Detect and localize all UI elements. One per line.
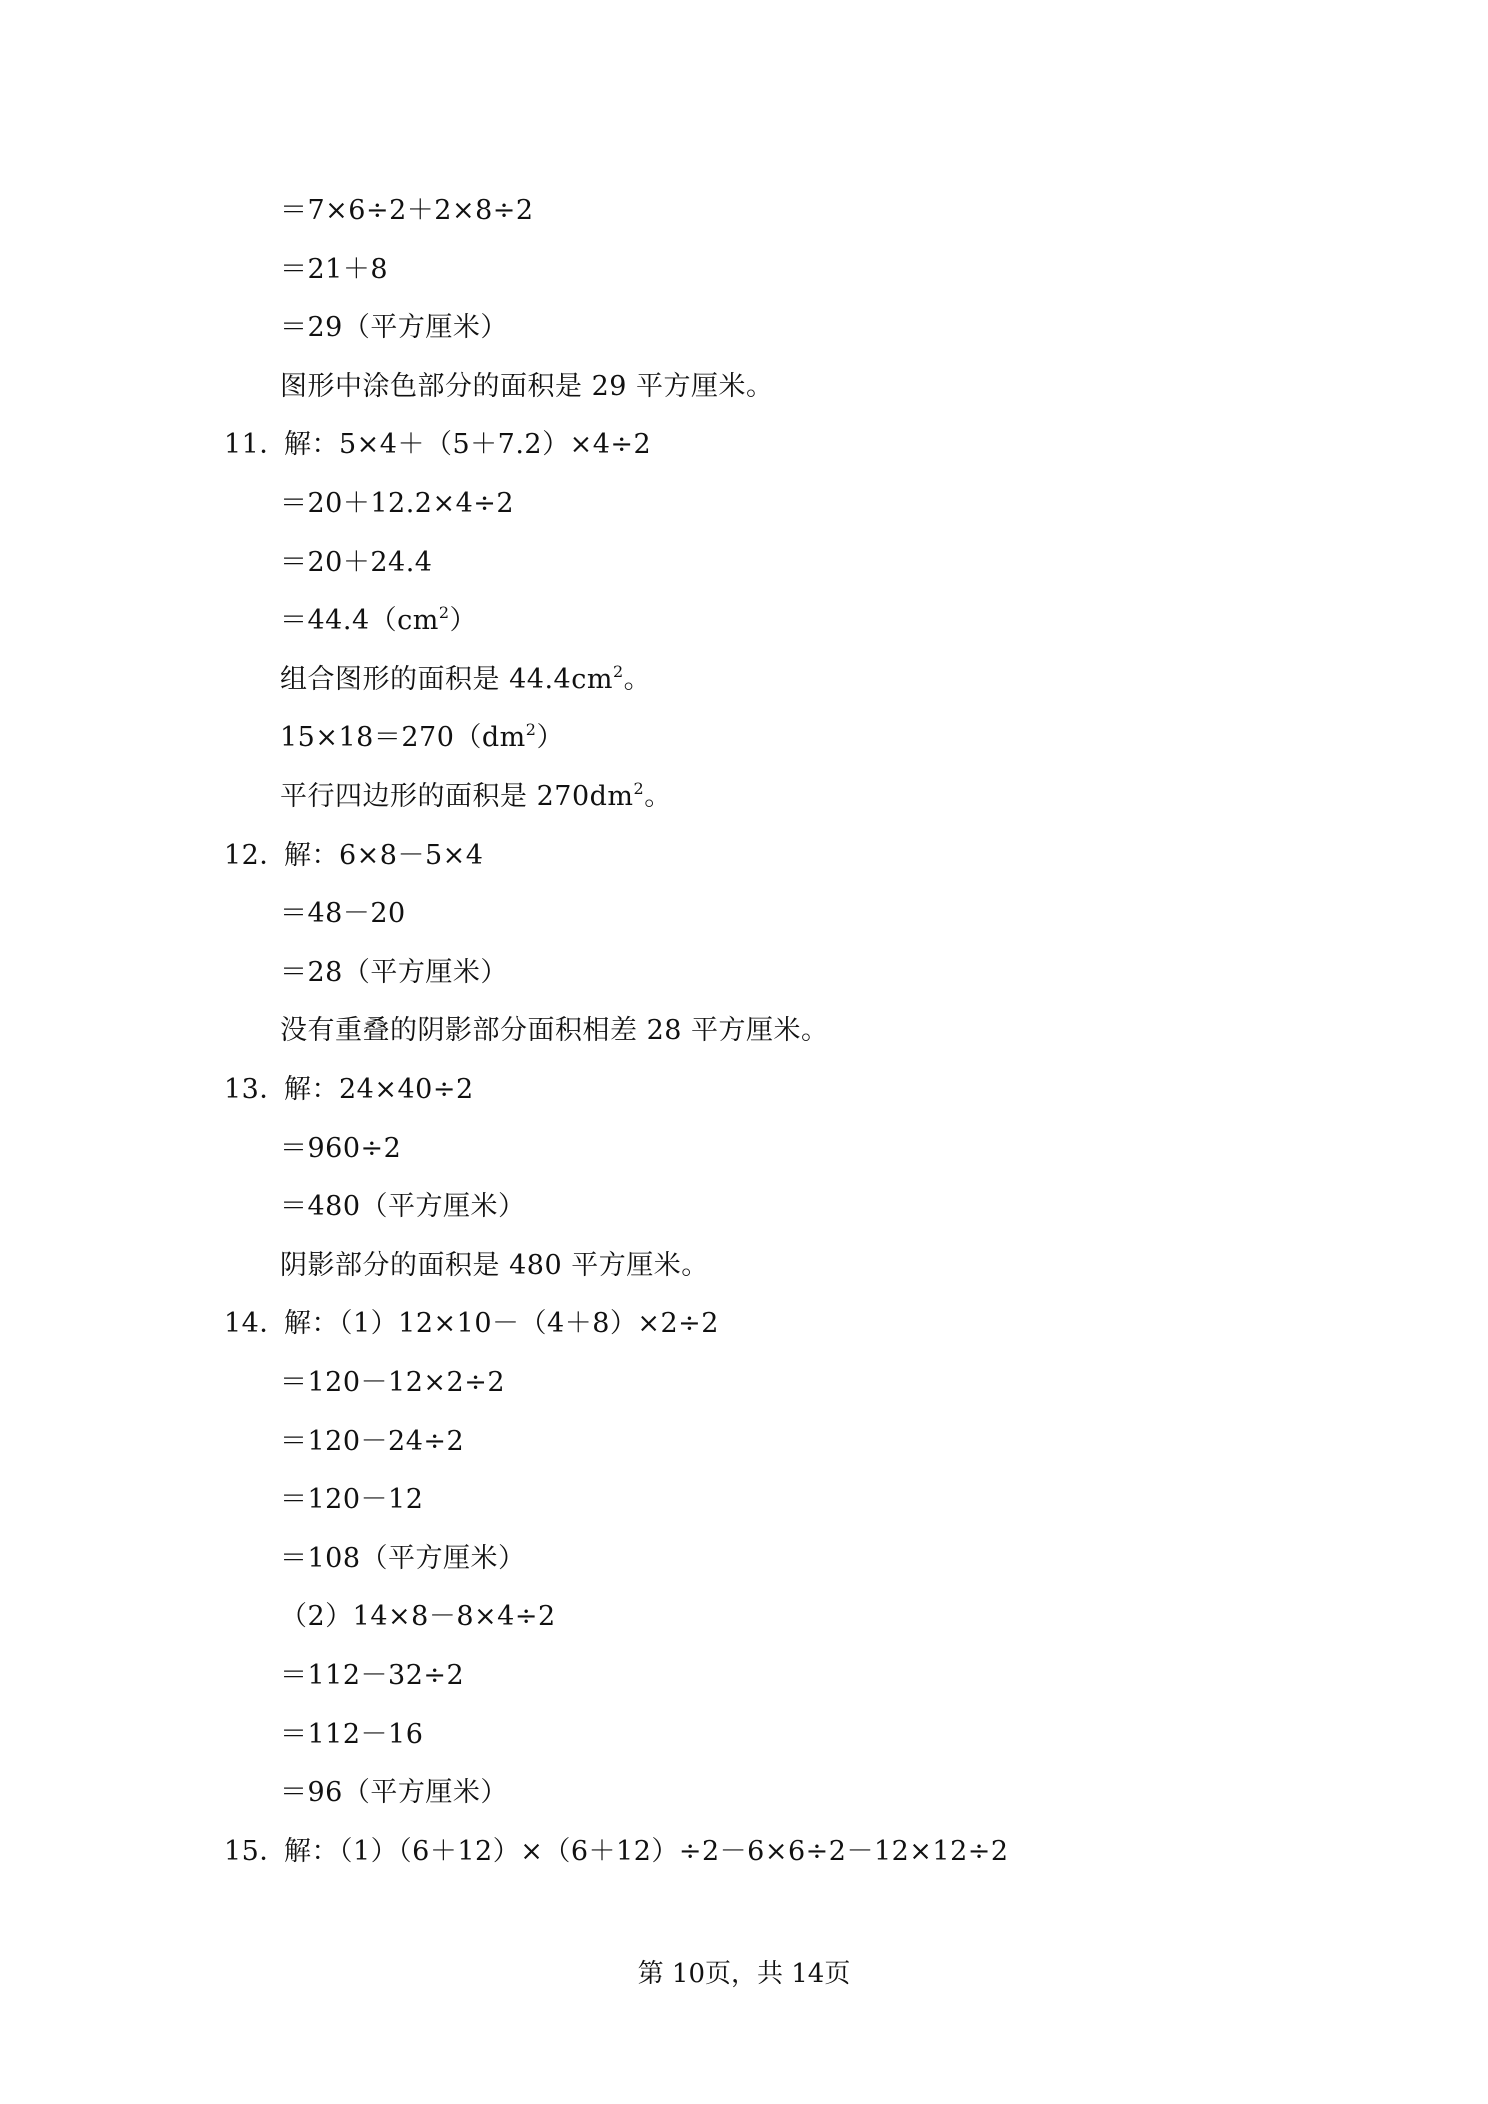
line-text: ＝28（平方厘米） [280, 957, 508, 988]
solution-line [280, 1190, 526, 1224]
problem-line [224, 839, 483, 873]
problem-line [224, 1073, 474, 1107]
solution-line [280, 1776, 508, 1810]
line-text: ＝20＋12.2×4÷2 [280, 488, 515, 519]
superscript: 2 [633, 779, 645, 798]
line-text: ＝120－24÷2 [280, 1426, 465, 1457]
line-suffix: ） [449, 605, 478, 636]
line-text: ＝112－32÷2 [280, 1660, 465, 1691]
superscript: 2 [612, 662, 624, 681]
line-text: 解：6×8－5×4 [284, 840, 484, 871]
solution-line [280, 1600, 556, 1634]
solution-line [280, 956, 508, 990]
problem-number: 15． [224, 1836, 287, 1867]
solution-line [280, 1249, 709, 1283]
line-text: ＝7×6÷2＋2×8÷2 [280, 195, 534, 226]
line-text: ＝44.4（cm [280, 605, 439, 636]
line-text: ＝20＋24.4 [280, 547, 433, 578]
problem-line [224, 428, 651, 462]
solution-line [280, 1659, 464, 1693]
problem-number: 14． [224, 1308, 287, 1339]
line-text: 没有重叠的阴影部分面积相差 28 平方厘米。 [280, 1015, 829, 1046]
line-text: 15×18＝270（dm [280, 722, 526, 753]
line-text: ＝21＋8 [280, 254, 389, 285]
line-text: 组合图形的面积是 44.4cm [280, 664, 613, 695]
line-text: ＝29（平方厘米） [280, 312, 508, 343]
line-text: ＝48－20 [280, 898, 406, 929]
solution-line [280, 487, 514, 521]
line-text: 平行四边形的面积是 270dm [280, 781, 634, 812]
solution-line [280, 1132, 401, 1166]
line-text: 解：5×4＋（5＋7.2）×4÷2 [284, 429, 652, 460]
page-footer: 第 10页，共 14页 [637, 1959, 851, 1989]
solution-line [280, 370, 774, 404]
solution-line [280, 721, 564, 755]
line-text: ＝120－12×2÷2 [280, 1367, 505, 1398]
solution-line [280, 1542, 526, 1576]
line-suffix: 。 [623, 664, 652, 695]
line-text: ＝120－12 [280, 1484, 424, 1515]
line-text: ＝480（平方厘米） [280, 1191, 526, 1222]
problem-line [224, 1835, 1009, 1869]
problem-number: 11． [224, 429, 287, 460]
line-text: 解：（1）12×10－（4＋8）×2÷2 [284, 1308, 719, 1339]
line-text: 解：（1）（6＋12）×（6＋12）÷2－6×6÷2－12×12÷2 [284, 1836, 1009, 1867]
solution-line [280, 897, 406, 931]
solution-line [280, 1425, 464, 1459]
solution-line [280, 604, 477, 638]
solution-line [280, 194, 534, 228]
solution-line [280, 1014, 829, 1048]
solution-line [280, 780, 672, 814]
line-text: 解：24×40÷2 [284, 1074, 474, 1105]
line-text: ＝108（平方厘米） [280, 1543, 526, 1574]
superscript: 2 [438, 603, 450, 622]
problem-number: 13． [224, 1074, 287, 1105]
solution-line [280, 546, 432, 580]
line-text: ＝960÷2 [280, 1133, 402, 1164]
line-text: ＝112－16 [280, 1719, 424, 1750]
solution-line [280, 1718, 423, 1752]
line-suffix: ） [536, 722, 564, 753]
solution-line [280, 1366, 505, 1400]
line-text: ＝96（平方厘米） [280, 1777, 508, 1808]
solution-line [280, 253, 388, 287]
line-text: 图形中涂色部分的面积是 29 平方厘米。 [280, 371, 774, 402]
problem-line [224, 1307, 719, 1341]
solution-line [280, 311, 508, 345]
solution-line [280, 663, 651, 697]
line-text: （2）14×8－8×4÷2 [280, 1601, 556, 1632]
line-suffix: 。 [644, 781, 672, 812]
line-text: 阴影部分的面积是 480 平方厘米。 [280, 1250, 709, 1281]
solution-line [280, 1483, 423, 1517]
superscript: 2 [525, 720, 537, 739]
problem-number: 12． [224, 840, 287, 871]
